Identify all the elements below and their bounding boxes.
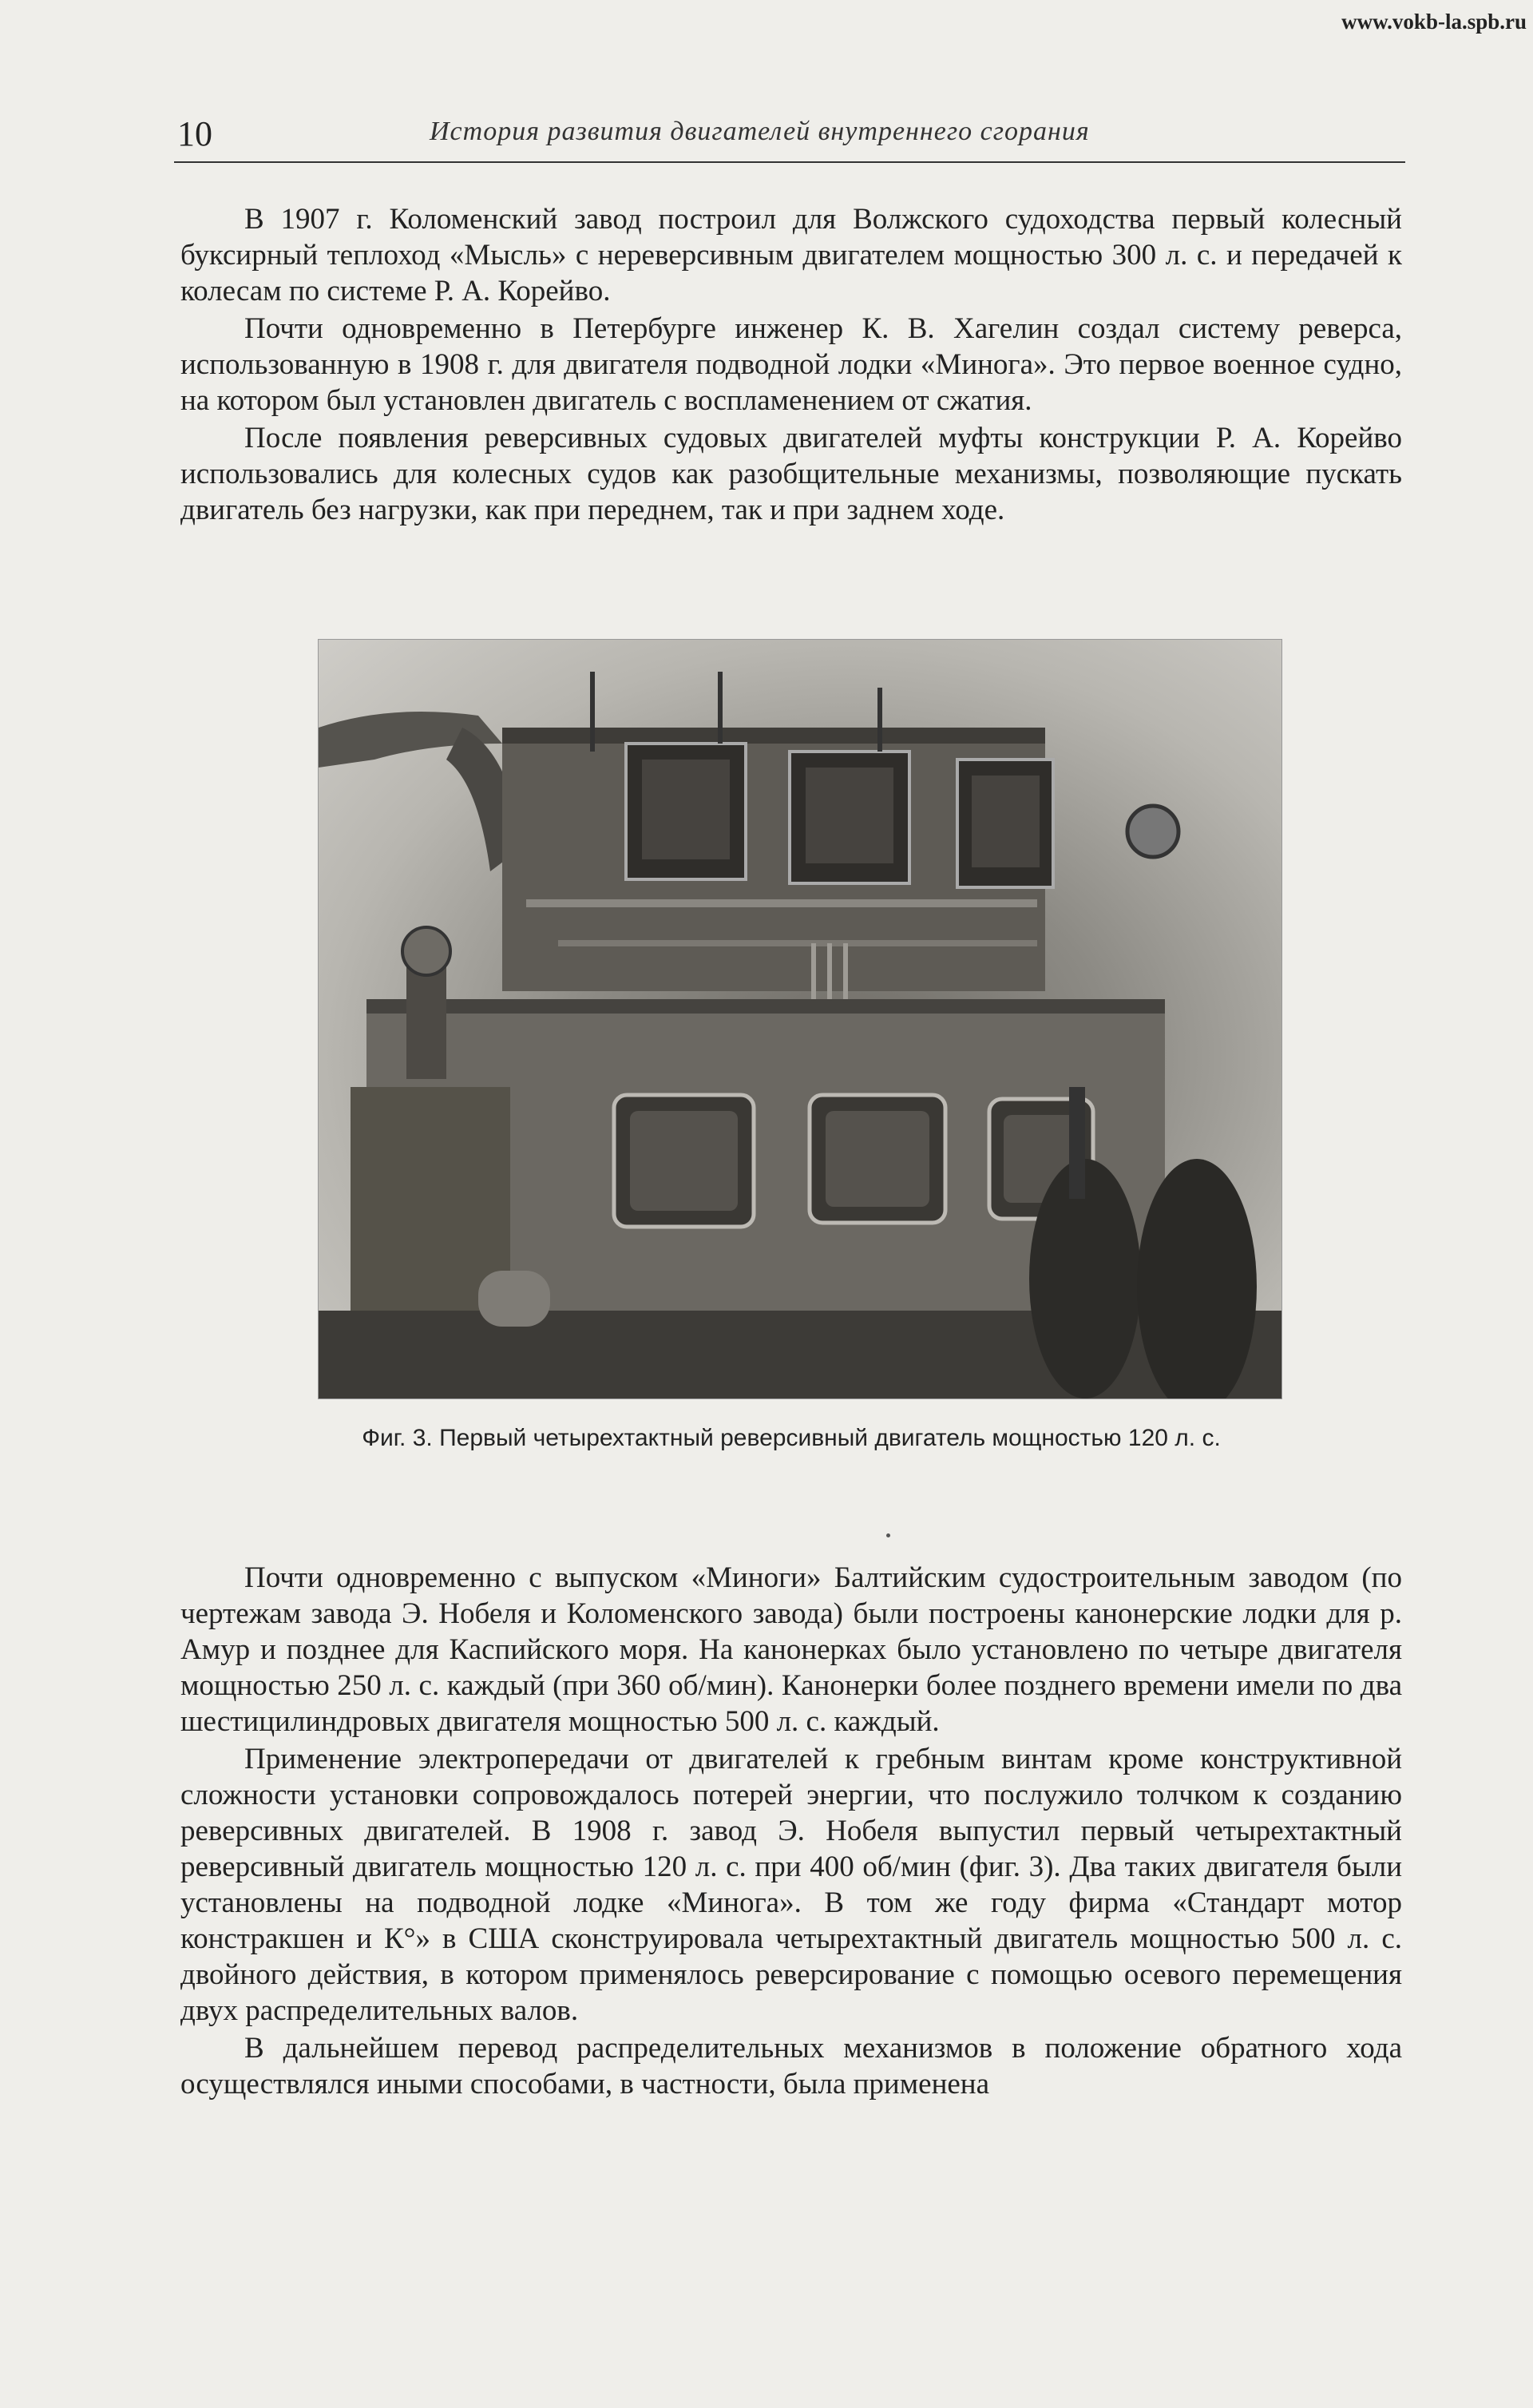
page-header (174, 113, 1405, 163)
watermark: www.vokb-la.spb.ru (1341, 10, 1527, 34)
paragraph: В 1907 г. Коломенский завод построил для Волжского судоходства первый колесный буксирный теплоход «Мысль» с нереверсивным двигателем мощностью 300 л. с. и передачей к колесам по системе Р. А. Корейво. (180, 203, 1402, 307)
paragraph: В дальнейшем перевод распределительных механизмов в положение обратного хода осуществлялся иными способами, в частности, была применена (180, 2032, 1402, 2101)
page-number: 10 (177, 114, 212, 153)
paragraph: Почти одновременно с выпуском «Миноги» Балтийским судостроительным заводом (по чертежам завода Э. Нобеля и Коломенского завода) были построены канонерские лодки для р. Амур и позднее для Каспийского моря. На канонерках было установлено по четыре двигателя мощностью 250 л. с. каждый (при 360 об/мин). Канонерки более позднего времени имели по два шестицилиндровых двигателя мощностью 500 л. с. каждый. (180, 1561, 1402, 1738)
engine-illustration (319, 640, 1281, 1398)
figure-caption: Фиг. 3. Первый четырехтактный реверсивный двигатель мощностью 120 л. с. (362, 1425, 1221, 1451)
running-title: История развития двигателей внутреннего сгорания (430, 117, 1090, 146)
paragraph: Применение электропередачи от двигателей к гребным винтам кроме конструктивной сложности установки сопровождалось потерей энергии, что послужило толчком к созданию реверсивных двигателей. В 1908 г. завод Э. Нобеля выпустил первый четырехтактный реверсивный двигатель мощностью 120 л. с. при 400 об/мин (фиг. 3). Два таких двигателя были установлены на подводной лодке «Минога». В том же году фирма «Стандарт мотор констракшен и К°» в США сконструировала четырехтактный двигатель мощностью 500 л. с. двойного действия, в котором применялось реверсирование с помощью осевого перемещения двух распределительных валов. (180, 1743, 1402, 2027)
text-block-top (180, 201, 1402, 530)
speck (886, 1533, 890, 1537)
paragraph: Почти одновременно в Петербурге инженер К. В. Хагелин создал систему реверса, использованную в 1908 г. для двигателя подводной лодки «Минога». Это первое военное судно, на котором был установлен двигатель с воспламенением от сжатия. (180, 312, 1402, 417)
paragraph: После появления реверсивных судовых двигателей муфты конструкции Р. А. Корейво использовались для колесных судов как разобщительные механизмы, позволяющие пускать двигатель без нагрузки, как при переднем, так и при заднем ходе. (180, 422, 1402, 526)
text-block-bottom (180, 1560, 1402, 2104)
engine-photo (318, 639, 1282, 1399)
